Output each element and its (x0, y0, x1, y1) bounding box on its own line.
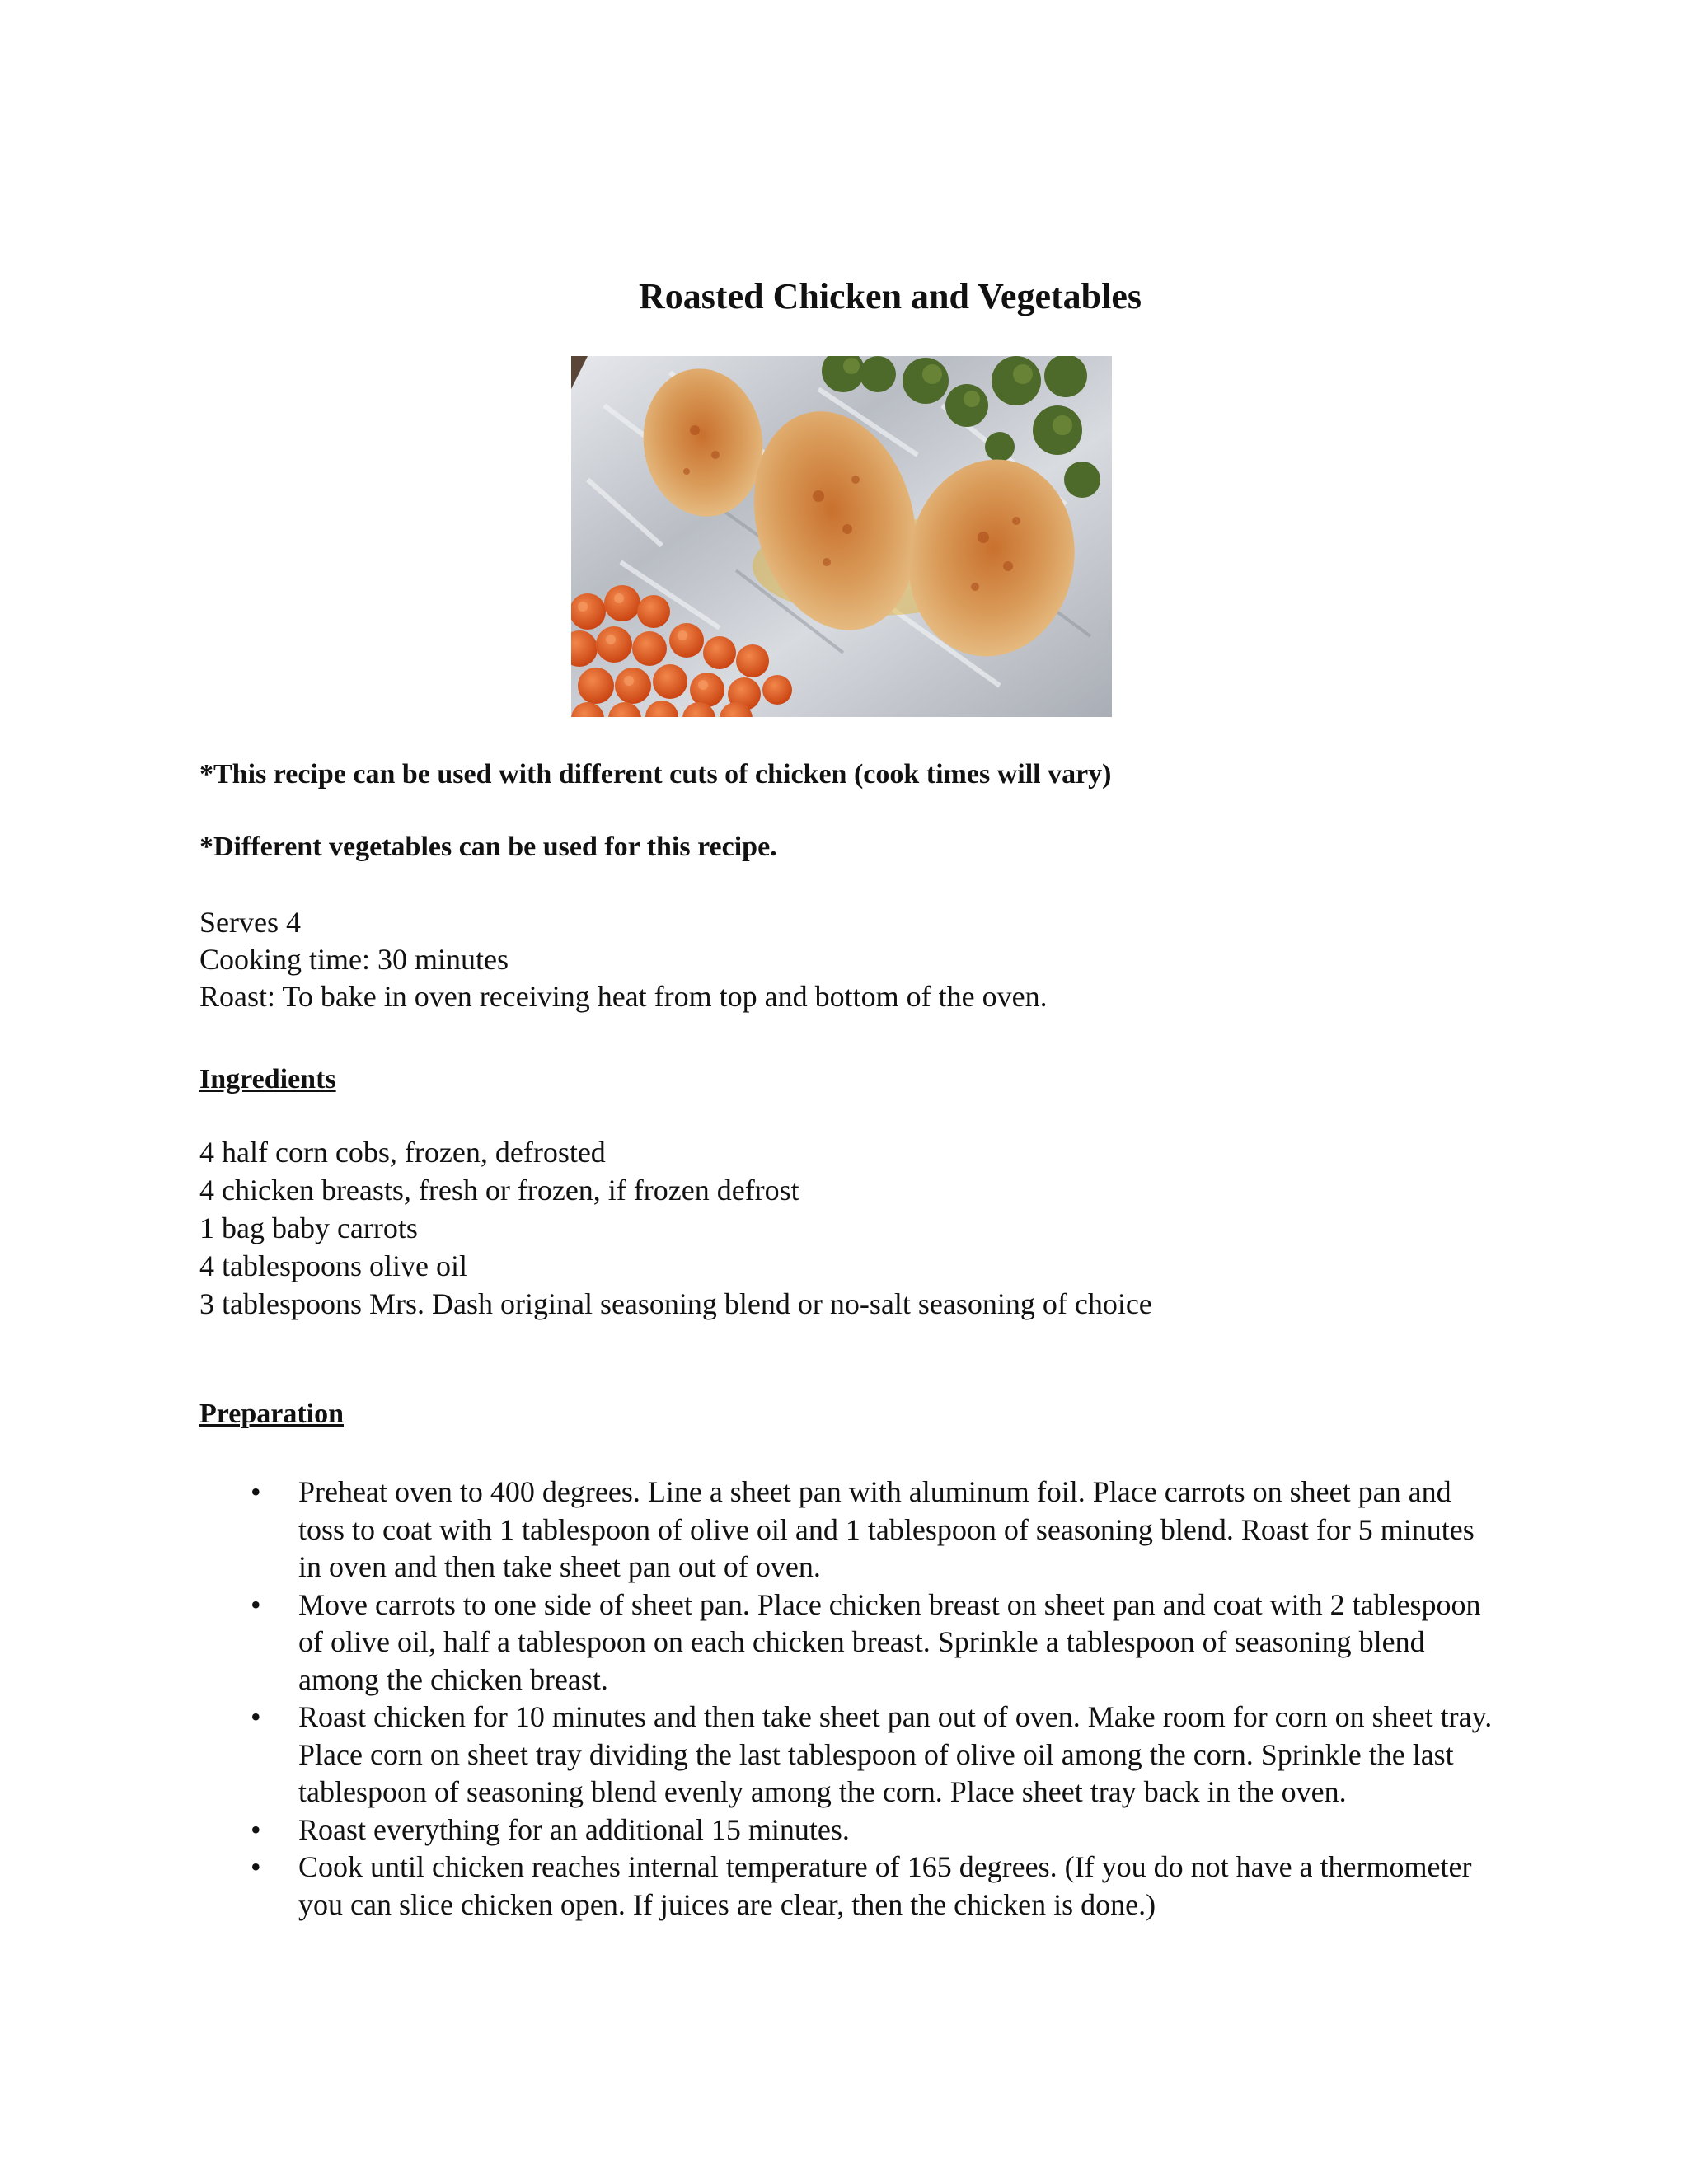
ingredient-item: 4 chicken breasts, fresh or frozen, if frozen defrost (199, 1174, 799, 1207)
ingredient-item: 4 tablespoons olive oil (199, 1249, 467, 1282)
serves-text: Serves 4 (199, 906, 301, 939)
preparation-heading: Preparation (199, 1399, 345, 1429)
recipe-info (199, 904, 1048, 1015)
preparation-step (199, 1811, 1502, 1849)
step-text: Roast everything for an additional 15 minutes. (298, 1812, 850, 1846)
dish-photo (571, 356, 1112, 717)
step-text: Roast chicken for 10 minutes and then take sheet pan out of oven. Make room for corn on sheet tray. Place corn on sheet tray dividing the last tablespoon of olive oil among the corn. Sprinkle the last tablespoon of seasoning blend evenly among the corn. Place sheet tray back in the oven. (298, 1700, 1493, 1808)
bullet-icon: • (251, 1850, 261, 1883)
step-text: Move carrots to one side of sheet pan. Place chicken breast on sheet pan and coat with 2 tablespoon of olive oil, half a tablespoon on each chicken breast. Sprinkle a tablespoon of seasoning blend among the chicken breast. (298, 1587, 1481, 1696)
bullet-icon: • (251, 1475, 261, 1508)
ingredient-item: 3 tablespoons Mrs. Dash original seasoning blend or no-salt seasoning of choice (199, 1287, 1152, 1320)
bullet-icon: • (251, 1812, 261, 1846)
preparation-steps (199, 1474, 1502, 1924)
ingredients-list (199, 1133, 1152, 1323)
ingredient-item: 4 half corn cobs, frozen, defrosted (199, 1136, 606, 1169)
bullet-icon: • (251, 1700, 261, 1733)
recipe-note-chicken-cuts: *This recipe can be used with different cuts of chicken (cook times will vary) (199, 759, 1112, 790)
recipe-note-vegetables: *Different vegetables can be used for this recipe. (199, 832, 777, 862)
recipe-title: Roasted Chicken and Vegetables (639, 276, 1142, 316)
roast-definition-text: Roast: To bake in oven receiving heat from top and bottom of the oven. (199, 980, 1048, 1013)
ingredients-heading: Ingredients (199, 1064, 336, 1094)
step-text: Preheat oven to 400 degrees. Line a sheet pan with aluminum foil. Place carrots on sheet pan and toss to coat with 1 tablespoon of olive oil and 1 tablespoon of seasoning blend. Roast for 5 minutes in oven and then take sheet pan out of oven. (298, 1475, 1475, 1583)
ingredient-item: 1 bag baby carrots (199, 1212, 418, 1244)
preparation-step (199, 1699, 1502, 1811)
preparation-step (199, 1474, 1502, 1586)
preparation-step (199, 1586, 1502, 1699)
sheet-pan-illustration (571, 356, 1112, 717)
bullet-icon: • (251, 1587, 261, 1621)
cooking-time-text: Cooking time: 30 minutes (199, 943, 509, 976)
preparation-step (199, 1849, 1502, 1924)
step-text: Cook until chicken reaches internal temperature of 165 degrees. (If you do not have a thermometer you can slice chicken open. If juices are clear, then the chicken is done.) (298, 1850, 1472, 1921)
